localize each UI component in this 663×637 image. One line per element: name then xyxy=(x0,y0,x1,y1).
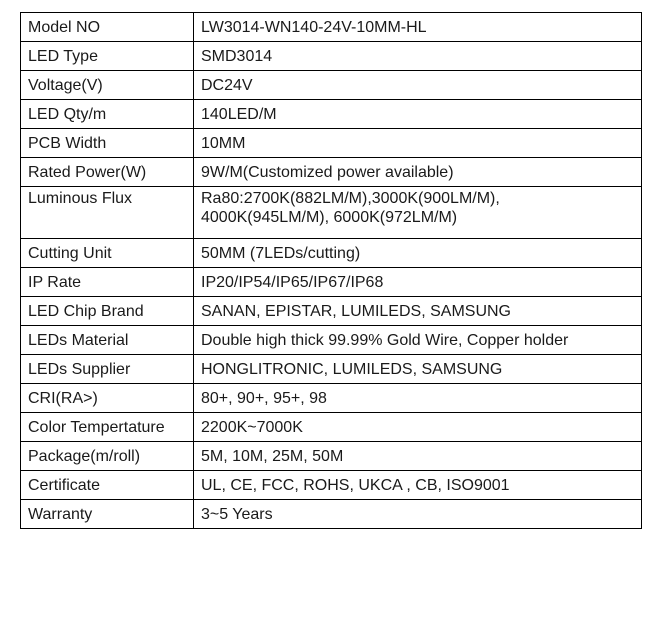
spec-value: HONGLITRONIC, LUMILEDS, SAMSUNG xyxy=(194,355,642,384)
table-row xyxy=(21,268,642,297)
spec-value: 5M, 10M, 25M, 50M xyxy=(194,442,642,471)
table-row xyxy=(21,297,642,326)
table-row xyxy=(21,355,642,384)
spec-value: 3~5 Years xyxy=(194,500,642,529)
spec-value: IP20/IP54/IP65/IP67/IP68 xyxy=(194,268,642,297)
spec-label: Voltage(V) xyxy=(21,71,194,100)
spec-value: 2200K~7000K xyxy=(194,413,642,442)
spec-label: Rated Power(W) xyxy=(21,158,194,187)
spec-label: Cutting Unit xyxy=(21,239,194,268)
spec-label: PCB Width xyxy=(21,129,194,158)
spec-value: SMD3014 xyxy=(194,42,642,71)
table-row xyxy=(21,500,642,529)
spec-value: 9W/M(Customized power available) xyxy=(194,158,642,187)
spec-label: LED Type xyxy=(21,42,194,71)
spec-label: CRI(RA>) xyxy=(21,384,194,413)
spec-label: Color Tempertature xyxy=(21,413,194,442)
table-row xyxy=(21,239,642,268)
spec-value: 10MM xyxy=(194,129,642,158)
spec-label: IP Rate xyxy=(21,268,194,297)
spec-value: 50MM (7LEDs/cutting) xyxy=(194,239,642,268)
spec-value: DC24V xyxy=(194,71,642,100)
table-row xyxy=(21,471,642,500)
spec-label: Model NO xyxy=(21,13,194,42)
table-row xyxy=(21,384,642,413)
spec-value: Double high thick 99.99% Gold Wire, Copper holder xyxy=(194,326,642,355)
spec-value: LW3014-WN140-24V-10MM-HL xyxy=(194,13,642,42)
table-row xyxy=(21,326,642,355)
spec-value: 140LED/M xyxy=(194,100,642,129)
table-row xyxy=(21,187,642,239)
spec-value: 80+, 90+, 95+, 98 xyxy=(194,384,642,413)
spec-label: Package(m/roll) xyxy=(21,442,194,471)
spec-label: Warranty xyxy=(21,500,194,529)
table-row xyxy=(21,13,642,42)
spec-label: Certificate xyxy=(21,471,194,500)
table-row xyxy=(21,42,642,71)
table-row xyxy=(21,413,642,442)
spec-value: SANAN, EPISTAR, LUMILEDS, SAMSUNG xyxy=(194,297,642,326)
spec-value: UL, CE, FCC, ROHS, UKCA , CB, ISO9001 xyxy=(194,471,642,500)
table-row xyxy=(21,158,642,187)
spec-label: LEDs Supplier xyxy=(21,355,194,384)
table-row xyxy=(21,71,642,100)
spec-value-line: Ra80:2700K(882LM/M),3000K(900LM/M), xyxy=(201,190,500,207)
spec-label: LEDs Material xyxy=(21,326,194,355)
table-row xyxy=(21,442,642,471)
spec-label: LED Chip Brand xyxy=(21,297,194,326)
table-row xyxy=(21,129,642,158)
spec-table xyxy=(20,12,642,529)
spec-value xyxy=(194,187,642,239)
spec-label: LED Qty/m xyxy=(21,100,194,129)
spec-label: Luminous Flux xyxy=(21,187,194,239)
table-row xyxy=(21,100,642,129)
spec-value-line: 4000K(945LM/M), 6000K(972LM/M) xyxy=(201,209,458,226)
